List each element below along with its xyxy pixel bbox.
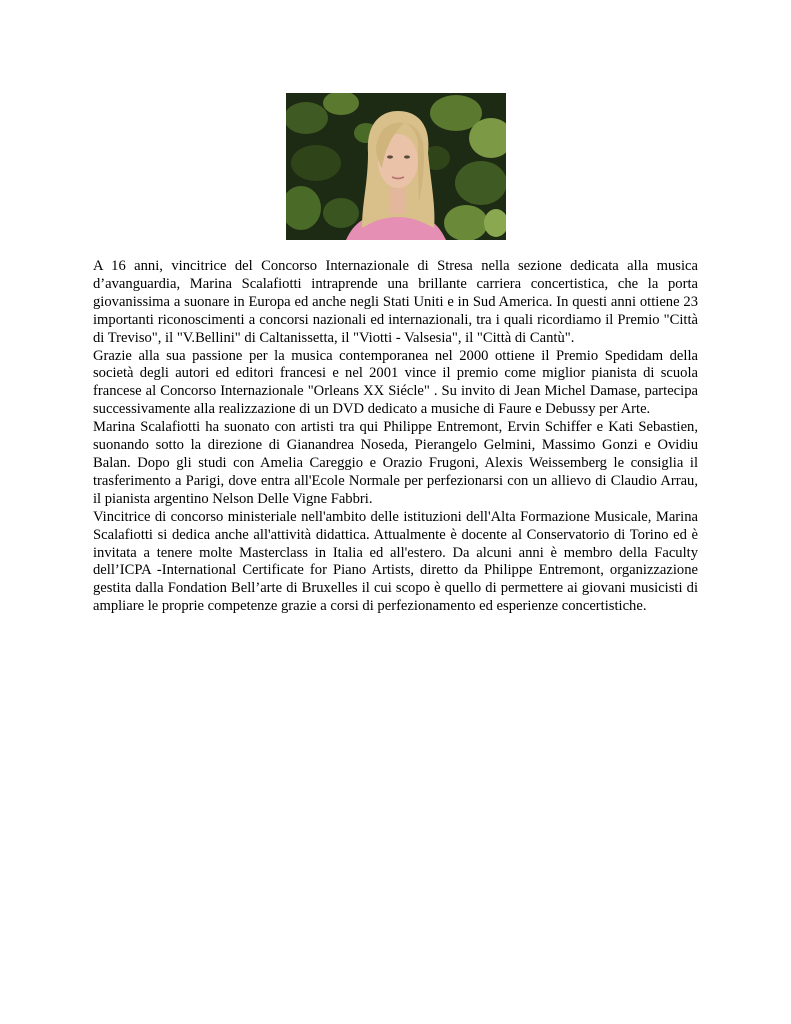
paragraph-teaching: Vincitrice di concorso ministeriale nell'ambito delle istituzioni dell'Alta Formazione Musicale, Marina Scalafiotti si dedica anche all'attività didattica. Attualmente è docente al Conservatorio di Torino ed è invitata a tenere molte Masterclass in Italia ed all'estero. Da alcuni anni è membro della Faculty dell’ICPA -International Certificate for Piano Artists, diretto da Philippe Entremont, organizzazione gestita dalla Fondation Bell’arte di Bruxelles il cui scopo è quello di permettere ai giovani musicisti di ampliare le proprie competenze grazie a corsi di perfezionamento ed esperienze concertistiche. (93, 508, 698, 615)
portrait-photo (286, 93, 506, 240)
biography-text (93, 258, 698, 616)
paragraph-early-career: A 16 anni, vincitrice del Concorso Internazionale di Stresa nella sezione dedicata alla musica d’avanguardia, Marina Scalafiotti intraprende una brillante carriera concertistica, che la porta giovanissima a suonare in Europa ed anche negli Stati Uniti e in Sud America. In questi anni ottiene 23 importanti riconoscimenti a concorsi nazionali ed internazionali, tra i quali ricordiamo il Premio "Città di Treviso", il "V.Bellini" di Caltanissetta, il "Viotti - Valsesia", il "Città di Cantù". (93, 258, 698, 346)
paragraph-contemporary-music: Grazie alla sua passione per la musica contemporanea nel 2000 ottiene il Premio Spedidam della società degli autori ed editori francesi e nel 2001 vince il premio come miglior pianista di scuola francese al Concorso Internazionale "Orleans XX Siécle" . Su invito di Jean Michel Damase, partecipa successivamente alla realizzazione di un DVD dedicato a musiche di Faure e Debussy per Arte. (93, 347, 698, 418)
portrait-illustration (286, 93, 506, 240)
paragraph-collaborations: Marina Scalafiotti ha suonato con artisti tra qui Philippe Entremont, Ervin Schiffer e Kati Sebastien, suonando sotto la direzione di Gianandrea Noseda, Pierangelo Gelmini, Massimo Gonzi e Ovidiu Balan. Dopo gli studi con Amelia Careggio e Orazio Frugoni, Alexis Weissemberg le consiglia il trasferimento a Parigi, dove entra all'Ecole Normale per perfezionarsi con un allievo di Claudio Arrau, il pianista argentino Nelson Delle Vigne Fabbri. (93, 419, 698, 507)
